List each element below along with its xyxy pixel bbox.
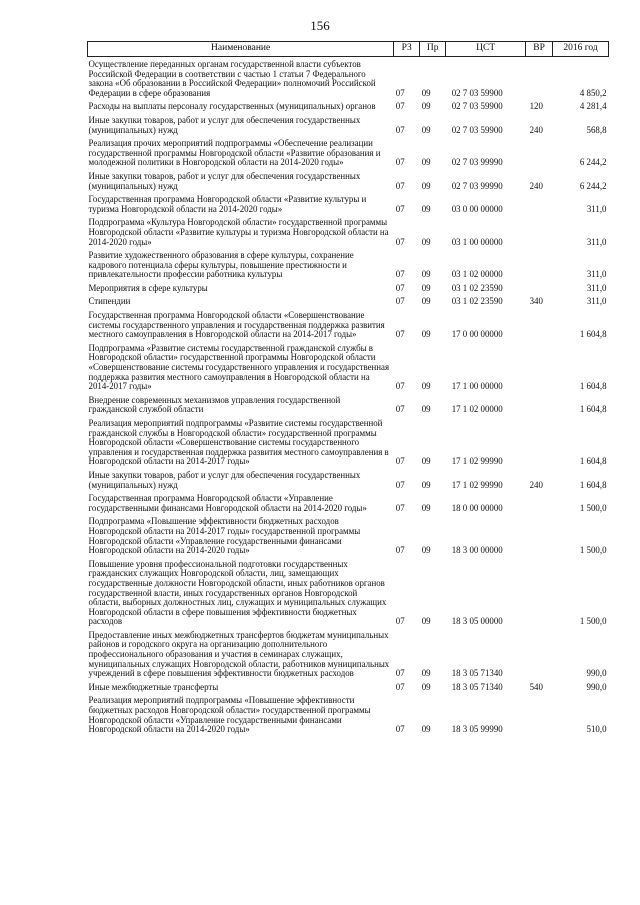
row-cst-cell: 02 7 03 59900 — [451, 124, 503, 135]
row-pr-cell: 09 — [421, 87, 431, 98]
row-cst-cell: 18 3 05 71340 — [451, 668, 503, 679]
row-name-cell: Расходы на выплаты персоналу государственных (муниципальных) органов — [88, 101, 376, 112]
row-pr-cell: 09 — [421, 296, 431, 307]
row-amount-cell: 1 500,0 — [579, 502, 607, 513]
table-row — [88, 136, 609, 169]
row-vr-cell — [526, 248, 553, 281]
row-rz-cell: 07 — [395, 668, 405, 679]
table-row — [88, 393, 609, 416]
row-cst-cell: 17 1 00 00000 — [451, 381, 503, 392]
row-rz-cell: 07 — [395, 87, 405, 98]
row-pr-cell: 09 — [421, 502, 431, 513]
row-pr-cell: 09 — [421, 124, 431, 135]
row-vr-cell: 340 — [529, 296, 543, 307]
row-name-cell: Реализация мероприятий подпрограммы «Повышение эффективности бюджетных расходов Новгородской области» государственной программы Новгородской области «Управление государственными финансами Новгородской области на 2014-2020 годы» — [88, 695, 371, 735]
row-cst-cell: 02 7 03 99990 — [451, 180, 503, 191]
row-vr-cell — [526, 693, 553, 735]
table-row — [88, 99, 609, 113]
row-vr-cell: 120 — [529, 101, 543, 112]
row-name-cell: Мероприятия в сфере культуры — [88, 282, 208, 293]
row-name-cell: Иные межбюджетные трансферты — [88, 681, 219, 692]
row-cst-cell: 03 1 02 23590 — [451, 296, 503, 307]
row-rz-cell: 07 — [395, 203, 405, 214]
table-row — [88, 468, 609, 491]
row-name-cell: Государственная программа Новгородской области «Развитие культуры и туризма Новгородской области на 2014-2020 годы» — [88, 194, 367, 214]
row-vr-cell: 240 — [529, 124, 543, 135]
row-vr-cell — [526, 57, 553, 100]
row-cst-cell: 03 1 00 00000 — [451, 236, 503, 247]
row-name-cell: Развитие художественного образования в сфере культуры, сохранение кадрового потенциала сферы культуры, повышение престижности и привлекательности профессии работника культуры — [88, 250, 354, 280]
row-vr-cell — [526, 215, 553, 248]
row-vr-cell — [526, 557, 553, 628]
row-rz-cell: 07 — [395, 404, 405, 415]
row-pr-cell: 09 — [421, 404, 431, 415]
row-pr-cell: 09 — [421, 269, 431, 280]
row-rz-cell: 07 — [395, 381, 405, 392]
row-cst-cell: 18 3 05 71340 — [451, 681, 503, 692]
table-row — [88, 281, 609, 295]
column-header-pr: Пр — [420, 42, 446, 57]
row-amount-cell: 1 500,0 — [579, 616, 607, 627]
row-name-cell: Реализация мероприятий подпрограммы «Развитие системы государственной гражданской службы в Новгородской области» государственной программы Новгородской области «Совершенствование системы государственного управления и государственная поддержка развития местного самоуправления в Новгородской области на 2014-2017 годы» — [88, 418, 389, 467]
row-name-cell: Реализация прочих мероприятий подпрограммы «Обеспечение реализации государственной программы Новгородской области «Развитие образования и молодежной политики в Новгородской области на 2014-2020 годы» — [88, 138, 381, 168]
page-number: 156 — [310, 18, 330, 33]
column-header-rz: РЗ — [394, 42, 420, 57]
row-pr-cell: 09 — [421, 329, 431, 340]
row-name-cell: Государственная программа Новгородской области «Управление государственными финансами Новгородской области на 2014-2020 годы» — [88, 493, 367, 513]
row-name-cell: Подпрограмма «Развитие системы государственной гражданской службы в Новгородской области» государственной программы Новгородской области «Совершенствование системы государственного управления и государственная поддержка развития местного самоуправления в Новгородской области на 2014-2017 годы» — [88, 342, 390, 392]
row-pr-cell: 09 — [421, 456, 431, 467]
table-row — [88, 169, 609, 192]
row-rz-cell: 07 — [395, 479, 405, 490]
row-pr-cell: 09 — [421, 668, 431, 679]
row-name-cell: Предоставление иных межбюджетных трансфертов бюджетам муниципальных районов и городского округа на организацию дополнительного профессионального образования и участия в семинарах служащих, муниципальных служащих Новгородской области, работников муниципальных учреждений в сфере повышения эффективности бюджетных расходов — [88, 629, 390, 679]
column-header-amount: 2016 год — [553, 42, 609, 57]
row-amount-cell: 990,0 — [586, 681, 607, 692]
row-vr-cell — [526, 136, 553, 169]
table-row — [88, 215, 609, 248]
row-vr-cell — [526, 416, 553, 468]
table-row — [88, 693, 609, 735]
row-vr-cell — [526, 192, 553, 215]
row-cst-cell: 02 7 03 99990 — [451, 157, 503, 168]
row-amount-cell: 990,0 — [586, 668, 607, 679]
row-name-cell: Внедрение современных механизмов управления государственной гражданской службой области — [88, 394, 341, 415]
row-cst-cell: 17 1 02 99990 — [451, 479, 503, 490]
row-name-cell: Стипендии — [88, 296, 131, 307]
row-pr-cell: 09 — [421, 479, 431, 490]
row-rz-cell: 07 — [395, 502, 405, 513]
row-rz-cell: 07 — [395, 180, 405, 191]
row-vr-cell — [526, 491, 553, 514]
table-row — [88, 294, 609, 308]
row-cst-cell: 03 1 02 00000 — [451, 269, 503, 280]
row-amount-cell: 1 604,8 — [579, 479, 607, 490]
row-cst-cell: 17 0 00 00000 — [451, 329, 503, 340]
row-rz-cell: 07 — [395, 101, 405, 112]
row-pr-cell: 09 — [421, 545, 431, 556]
row-rz-cell: 07 — [395, 296, 405, 307]
table-row — [88, 308, 609, 341]
row-name-cell: Иные закупки товаров, работ и услуг для обеспечения государственных (муниципальных) нужд — [88, 170, 361, 191]
row-pr-cell: 09 — [421, 381, 431, 392]
row-pr-cell: 09 — [421, 203, 431, 214]
row-amount-cell: 311,0 — [586, 203, 607, 214]
row-vr-cell: 240 — [529, 180, 543, 191]
row-vr-cell — [526, 628, 553, 680]
row-cst-cell: 18 0 00 00000 — [451, 502, 503, 513]
row-vr-cell — [526, 393, 553, 416]
table-row — [88, 680, 609, 694]
row-pr-cell: 09 — [421, 236, 431, 247]
row-vr-cell — [526, 514, 553, 556]
row-cst-cell: 18 3 00 00000 — [451, 545, 503, 556]
row-vr-cell: 540 — [529, 681, 543, 692]
row-amount-cell: 6 244,2 — [579, 180, 607, 191]
row-pr-cell: 09 — [421, 282, 431, 293]
row-cst-cell: 18 3 05 99990 — [451, 724, 503, 735]
row-rz-cell: 07 — [395, 124, 405, 135]
row-amount-cell: 311,0 — [586, 296, 607, 307]
row-amount-cell: 1 500,0 — [579, 545, 607, 556]
table-row — [88, 341, 609, 393]
row-amount-cell: 311,0 — [586, 269, 607, 280]
row-rz-cell: 07 — [395, 236, 405, 247]
row-name-cell: Иные закупки товаров, работ и услуг для обеспечения государственных (муниципальных) нужд — [88, 114, 361, 135]
row-name-cell: Государственная программа Новгородской области «Совершенствование системы государственного управления и государственная поддержка развития местного самоуправления в Новгородской области на 2014-2017 годы» — [88, 310, 385, 340]
row-vr-cell — [526, 341, 553, 393]
row-cst-cell: 18 3 05 00000 — [451, 616, 503, 627]
table-header-row — [88, 42, 609, 57]
row-name-cell: Иные закупки товаров, работ и услуг для обеспечения государственных (муниципальных) нужд — [88, 469, 361, 490]
table-row — [88, 192, 609, 215]
row-rz-cell: 07 — [395, 616, 405, 627]
row-pr-cell: 09 — [421, 681, 431, 692]
table-row — [88, 57, 609, 100]
row-cst-cell: 03 1 02 23590 — [451, 282, 503, 293]
row-cst-cell: 17 1 02 99990 — [451, 456, 503, 467]
row-amount-cell: 311,0 — [586, 236, 607, 247]
table-row — [88, 557, 609, 628]
row-amount-cell: 1 604,8 — [579, 329, 607, 340]
table-row — [88, 113, 609, 136]
row-amount-cell: 1 604,8 — [579, 404, 607, 415]
table-row — [88, 514, 609, 556]
row-name-cell: Подпрограмма «Культура Новгородской области» государственной программы Новгородской области «Развитие культуры и туризма Новгородской области на 2014-2020 годы» — [88, 217, 389, 247]
row-cst-cell: 02 7 03 59900 — [451, 101, 503, 112]
row-pr-cell: 09 — [421, 724, 431, 735]
row-vr-cell: 240 — [529, 479, 543, 490]
row-vr-cell — [526, 281, 553, 295]
row-amount-cell: 510,0 — [586, 724, 607, 735]
row-vr-cell — [526, 308, 553, 341]
row-amount-cell: 1 604,8 — [579, 381, 607, 392]
row-rz-cell: 07 — [395, 545, 405, 556]
table-row — [88, 491, 609, 514]
table-row — [88, 248, 609, 281]
row-pr-cell: 09 — [421, 101, 431, 112]
row-rz-cell: 07 — [395, 724, 405, 735]
row-amount-cell: 568,8 — [586, 124, 607, 135]
row-cst-cell: 02 7 03 59900 — [451, 87, 503, 98]
table-row — [88, 416, 609, 468]
row-name-cell: Осуществление переданных органам государственной власти субъектов Российской Федерации в соответствии с частью 1 статьи 7 Федерального закона «Об образовании в Российской Федерации» полномочий Российской Федерации в сфере образования — [88, 59, 376, 98]
column-header-vr: ВР — [526, 42, 553, 57]
row-amount-cell: 311,0 — [586, 282, 607, 293]
row-amount-cell: 6 244,2 — [579, 157, 607, 168]
row-rz-cell: 07 — [395, 456, 405, 467]
row-cst-cell: 17 1 02 00000 — [451, 404, 503, 415]
row-pr-cell: 09 — [421, 616, 431, 627]
row-name-cell: Повышение уровня профессиональной подготовки государственных гражданских служащих Новгородской области, лиц, замещающих государственные должности Новгородской области, иных работников органов государственной власти, иных государственных органов Новгородской области, выборных должностных лиц, служащих и муниципальных служащих Новгородской области в сфере повышения эффективности бюджетных расходов — [88, 558, 387, 627]
row-rz-cell: 07 — [395, 157, 405, 168]
budget-table — [87, 41, 609, 736]
row-amount-cell: 4 281,4 — [579, 101, 607, 112]
row-name-cell: Подпрограмма «Повышение эффективности бюджетных расходов Новгородской области на 2014-2017 годы» государственной программы Новгородской области «Управление государственными финансами Новгородской области на 2014-2020 годы» — [88, 516, 361, 556]
table-row — [88, 628, 609, 680]
row-cst-cell: 03 0 00 00000 — [451, 203, 503, 214]
row-rz-cell: 07 — [395, 282, 405, 293]
row-pr-cell: 09 — [421, 157, 431, 168]
column-header-cst: ЦСТ — [446, 42, 526, 57]
column-header-name: Наименование — [88, 42, 394, 57]
row-amount-cell: 4 850,2 — [579, 87, 607, 98]
row-rz-cell: 07 — [395, 269, 405, 280]
row-rz-cell: 07 — [395, 329, 405, 340]
row-pr-cell: 09 — [421, 180, 431, 191]
row-amount-cell: 1 604,8 — [579, 456, 607, 467]
row-rz-cell: 07 — [395, 681, 405, 692]
